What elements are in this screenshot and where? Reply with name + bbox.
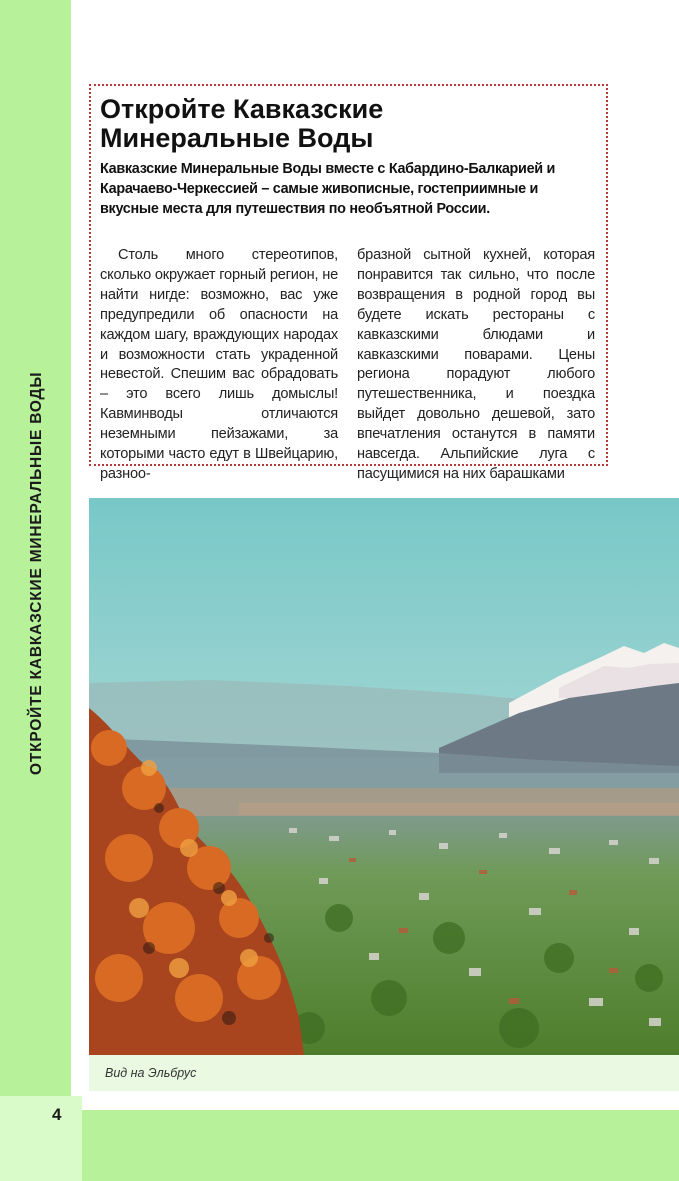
running-section-title: ОТКРОЙТЕ КАВКАЗСКИЕ МИНЕРАЛЬНЫЕ ВОДЫ xyxy=(28,371,45,775)
page-title xyxy=(100,95,383,153)
body-column-2: бразной сытной кухней, которая понравится так сильно, что после возвращения в родной город вы будете искать рестораны с кавказскими блюдами и кавказскими поварами. Цены региона порадуют любого путешественника, и поездка выйдет довольно дешевой, зато впечатления останутся в памяти навсегда. Альпийские луга с пасущимися на них барашками xyxy=(357,247,595,482)
elbrus-photo xyxy=(89,498,679,1055)
page-number-box xyxy=(0,1096,82,1181)
photo-caption: Вид на Эльбрус xyxy=(105,1066,197,1080)
body-column-1: Столь много стереотипов, сколько окружает горный регион, не найти нигде: возможно, вас уже предупредили об опасности на каждом шагу, враждующих народах и возможности стать украденной невестой. Спешим вас обрадовать – это всего лишь домыслы! Кавминводы отличаются неземными пейзажами, за которыми часто едут в Швейцарию, разноо- xyxy=(100,247,339,482)
title-line-1: Откройте Кавказские xyxy=(100,94,384,124)
page-number: 4 xyxy=(52,1105,62,1124)
title-line-2: Минеральные Воды xyxy=(100,123,374,153)
bottom-band xyxy=(0,1110,679,1181)
lead-paragraph: Кавказские Минеральные Воды вместе с Кабардино-Балкарией и Карачаево-Черкессией – самые живописные, гостеприимные и вкусные места для путешествия по необъятной России. xyxy=(100,161,556,217)
landscape-illustration xyxy=(89,498,679,1055)
